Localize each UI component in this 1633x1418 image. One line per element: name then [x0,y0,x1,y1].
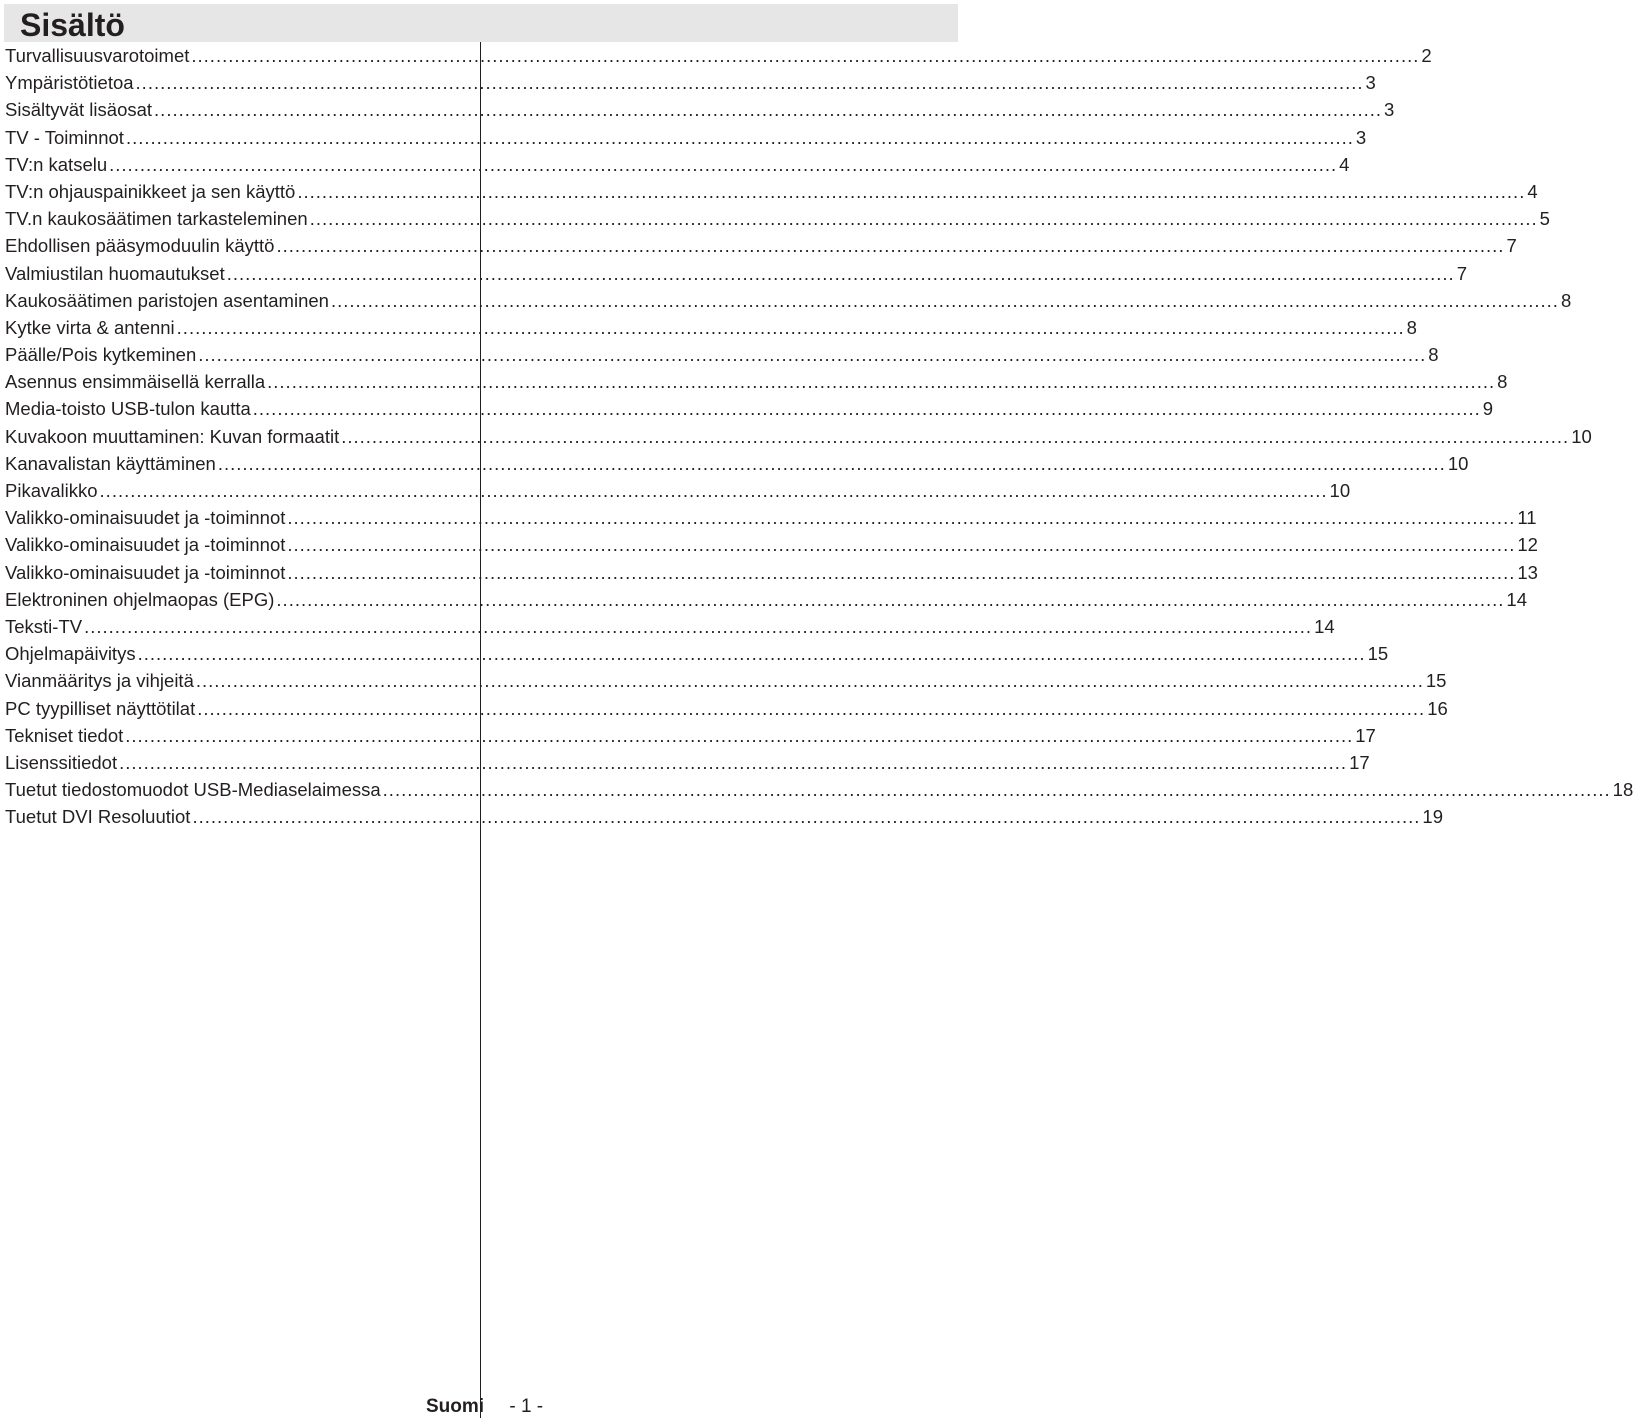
toc-entry[interactable] [5,722,1376,749]
toc-entry-page-number: 14 [1506,588,1527,610]
toc-entry-page-number: 16 [1427,697,1448,719]
toc-entry-page-number: 10 [1447,452,1469,474]
toc-dot-leader: ........................................................................................................................................................................................................ [276,588,1505,610]
toc-entry-page-number: 7 [1456,262,1467,284]
toc-entry-title: Kaukosäätimen paristojen asentaminen [5,289,329,311]
toc-entry-page-number: 17 [1355,724,1376,746]
toc-entry-title: Valikko-ominaisuudet ja -toiminnot [5,561,286,583]
toc-entry-title: TV:n ohjauspainikkeet ja sen käyttö [5,180,296,202]
toc-entry[interactable] [5,96,1395,123]
toc-entry-title: Tuetut DVI Resoluutiot [5,806,191,828]
toc-dot-leader: ........................................................................................................................................................................................................ [137,643,1366,665]
toc-entry-page-number: 8 [1560,289,1572,311]
toc-dot-leader: ........................................................................................................................................................................................................ [287,561,1516,583]
toc-entry-page-number: 3 [1384,99,1395,121]
toc-entry-title: Kytke virta & antenni [5,316,175,338]
toc-entry-page-number: 2 [1421,45,1432,66]
toc-entry-title: Ympäristötietoa [5,72,134,94]
toc-entry-title: Elektroninen ohjelmaopas (EPG) [5,588,275,610]
toc-entry-title: Pikavalikko [5,480,98,501]
toc-entry[interactable] [5,477,1351,504]
toc-entry-title: Tuetut tiedostomuodot USB-Mediaselaimessa [5,779,381,801]
toc-entry-title: Valikko-ominaisuudet ja -toiminnot [5,507,286,529]
toc-entry[interactable] [5,504,1537,531]
toc-entry-title: Valmiustilan huomautukset [5,262,225,284]
toc-entry-page-number: 9 [1482,398,1494,420]
toc-dot-leader: ........................................................................................................................................................................................................ [154,99,1383,121]
toc-dot-leader: ........................................................................................................................................................................................................ [109,153,1338,175]
toc-entry-page-number: 8 [1406,316,1417,338]
toc-entry-title: Media-toisto USB-tulon kautta [5,398,251,420]
toc-dot-leader: ........................................................................................................................................................................................................ [267,371,1496,393]
toc-entry-title: TV.n kaukosäätimen tarkasteleminen [5,208,308,230]
toc-entry[interactable] [5,586,1527,613]
toc-entry-page-number: 3 [1365,72,1376,94]
toc-entry[interactable] [5,776,1633,803]
toc-entry-page-number: 10 [1571,425,1592,447]
toc-entry[interactable] [5,450,1469,477]
toc-entry[interactable] [5,124,1367,151]
page-footer [426,1396,543,1418]
toc-entry-title: Sisältyvät lisäosat [5,99,153,121]
toc-dot-leader: ........................................................................................................................................................................................................ [252,398,1481,420]
toc-entry-title: Päälle/Pois kytkeminen [5,344,197,366]
toc-entry[interactable] [5,368,1508,395]
toc-entry-page-number: 4 [1339,153,1350,175]
toc-entry-title: Turvallisuusvarotoimet [5,45,190,66]
toc-dot-leader: ........................................................................................................................................................................................................ [287,534,1516,556]
toc-entry-title: TV:n katselu [5,153,108,175]
toc-dot-leader: ........................................................................................................................................................................................................ [198,344,1427,366]
toc-entry[interactable] [5,613,1335,640]
header-bar [4,4,958,42]
table-of-contents [5,42,1633,830]
toc-entry[interactable] [5,151,1350,178]
toc-entry[interactable] [5,423,1592,450]
toc-entry-page-number: 15 [1367,643,1389,665]
footer-page-number: - 1 - [509,1396,544,1417]
toc-entry-title: Vianmääritys ja vihjeitä [5,670,194,692]
toc-entry-title: Ohjelmapäivitys [5,643,136,665]
toc-entry-title: Ehdollisen pääsymoduulin käyttö [5,235,275,257]
toc-dot-leader: ........................................................................................................................................................................................................ [195,670,1424,692]
toc-entry-title: Kanavalistan käyttäminen [5,452,216,474]
toc-dot-leader: ........................................................................................................................................................................................................ [176,316,1405,338]
toc-entry-page-number: 13 [1517,561,1538,583]
toc-entry[interactable] [5,803,1443,830]
toc-entry[interactable] [5,205,1550,232]
toc-entry[interactable] [5,232,1517,259]
toc-entry-page-number: 4 [1527,180,1538,202]
toc-dot-leader: ........................................................................................................................................................................................................ [135,72,1364,94]
toc-entry[interactable] [5,395,1494,422]
toc-dot-leader: ........................................................................................................................................................................................................ [297,180,1526,202]
toc-dot-leader: ........................................................................................................................................................................................................ [226,262,1455,284]
toc-entry-page-number: 15 [1425,670,1447,692]
toc-dot-leader: ........................................................................................................................................................................................................ [125,724,1354,746]
toc-entry[interactable] [5,341,1439,368]
toc-entry-title: Lisenssitiedot [5,751,118,773]
toc-dot-leader: ........................................................................................................................................................................................................ [276,235,1505,257]
toc-dot-leader: ........................................................................................................................................................................................................ [84,615,1313,637]
toc-dot-leader: ........................................................................................................................................................................................................ [119,751,1348,773]
toc-dot-leader: ........................................................................................................................................................................................................ [309,208,1538,230]
page-title: Sisältö [20,7,125,43]
toc-entry[interactable] [5,42,1432,69]
toc-entry-page-number: 19 [1422,806,1443,828]
toc-entry[interactable] [5,640,1389,667]
toc-entry-page-number: 8 [1497,371,1508,393]
toc-dot-leader: ........................................................................................................................................................................................................ [197,697,1426,719]
toc-dot-leader: ........................................................................................................................................................................................................ [217,452,1446,474]
toc-entry-title: Kuvakoon muuttaminen: Kuvan formaatit [5,425,340,447]
toc-entry-title: Tekniset tiedot [5,724,124,746]
toc-dot-leader: ........................................................................................................................................................................................................ [382,779,1611,801]
toc-entry-title: Valikko-ominaisuudet ja -toiminnot [5,534,286,556]
toc-entry-title: Teksti-TV [5,615,83,637]
toc-entry-page-number: 5 [1539,208,1550,230]
toc-dot-leader: ........................................................................................................................................................................................................ [330,289,1559,311]
toc-entry[interactable] [5,559,1538,586]
toc-entry[interactable] [5,287,1572,314]
toc-entry[interactable] [5,69,1376,96]
toc-entry-page-number: 7 [1506,235,1517,257]
toc-dot-leader: ........................................................................................................................................................................................................ [287,507,1516,529]
toc-entry-title: TV - Toiminnot [5,126,124,148]
toc-entry[interactable] [5,314,1417,341]
toc-entry[interactable] [5,749,1370,776]
toc-entry[interactable] [5,695,1448,722]
toc-dot-leader: ........................................................................................................................................................................................................ [99,480,1328,501]
toc-entry-title: Asennus ensimmäisellä kerralla [5,371,266,393]
toc-entry[interactable] [5,531,1538,558]
toc-dot-leader: ........................................................................................................................................................................................................ [191,45,1420,66]
toc-dot-leader: ........................................................................................................................................................................................................ [341,425,1570,447]
toc-entry-page-number: 3 [1355,126,1367,148]
toc-entry-page-number: 10 [1329,480,1351,501]
footer-language: Suomi [426,1396,485,1417]
toc-entry-page-number: 14 [1314,615,1335,637]
toc-entry[interactable] [5,260,1467,287]
toc-entry-page-number: 18 [1612,779,1633,801]
toc-entry-page-number: 17 [1349,751,1370,773]
toc-entry[interactable] [5,178,1538,205]
toc-entry-page-number: 11 [1517,507,1537,529]
toc-entry-page-number: 8 [1428,344,1439,366]
toc-dot-leader: ........................................................................................................................................................................................................ [192,806,1421,828]
toc-entry[interactable] [5,667,1447,694]
toc-dot-leader: ........................................................................................................................................................................................................ [125,126,1354,148]
toc-entry-title: PC tyypilliset näyttötilat [5,697,196,719]
toc-entry-page-number: 12 [1517,534,1538,556]
